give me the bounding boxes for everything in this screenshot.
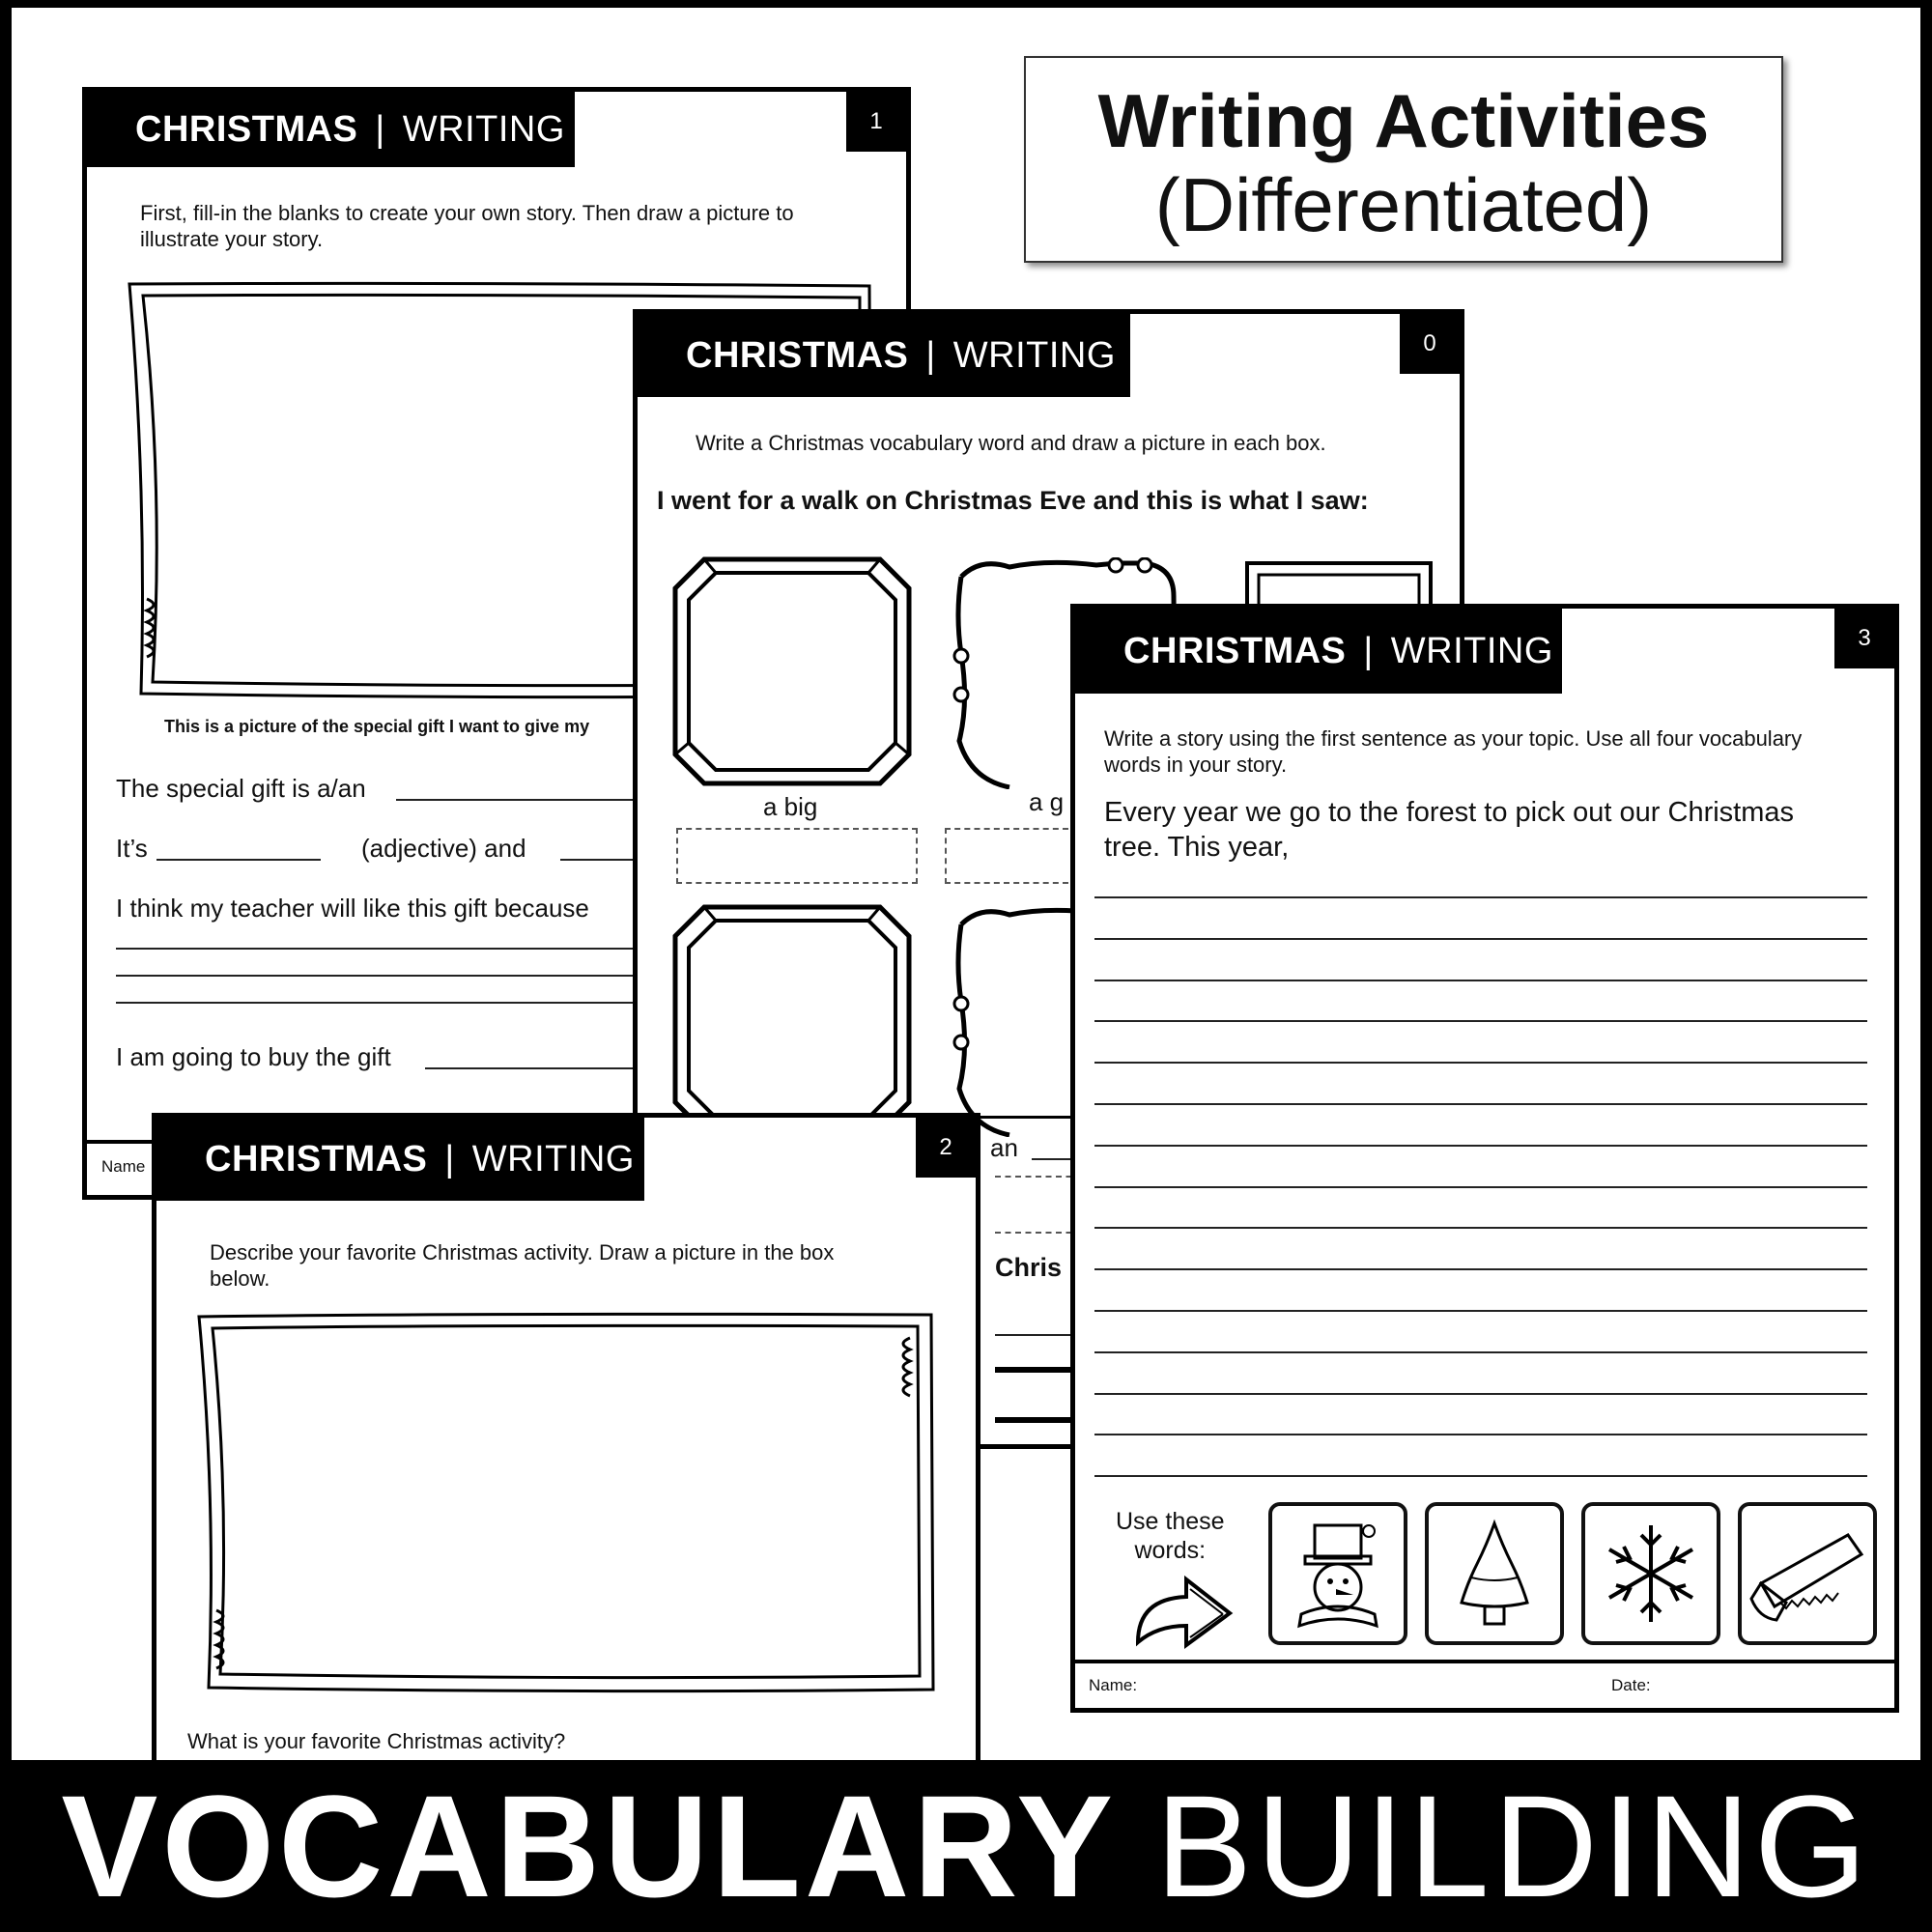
- question: What is your favorite Christmas activity?: [187, 1729, 566, 1753]
- writing-line: [1094, 1351, 1867, 1353]
- banner-bold-text: VOCABULARY: [61, 1764, 1118, 1927]
- dashed-line: [995, 1176, 1082, 1178]
- writing-line: [1094, 980, 1867, 981]
- question-buy: I am going to buy the gift: [116, 1042, 391, 1071]
- header-separator: |: [925, 334, 936, 376]
- footer-divider: [1075, 1660, 1899, 1663]
- writing-line: [1094, 1393, 1867, 1395]
- instructions: First, fill-in the blanks to create your own story. Then draw a picture to illustrate your story.: [140, 201, 794, 251]
- writing-line: [1094, 1062, 1867, 1064]
- dashed-line: [995, 1232, 1082, 1234]
- writing-line: [1094, 1268, 1867, 1270]
- answer-line: [116, 948, 715, 950]
- header-section: WRITING: [402, 108, 565, 150]
- drawing-frame: [195, 1311, 939, 1697]
- writing-line: [1094, 1310, 1867, 1312]
- octagon-frame: [671, 903, 913, 1135]
- header-section: WRITING: [1390, 630, 1553, 671]
- answer-line: [995, 1334, 1082, 1336]
- page-header: [87, 92, 575, 167]
- writing-line: [995, 1417, 1082, 1423]
- christmas-tree-icon: [1425, 1502, 1564, 1645]
- writing-line: [1094, 1434, 1867, 1435]
- writing-line: [1094, 1186, 1867, 1188]
- worksheet-page-2: [152, 1113, 980, 1808]
- name-label: Name:: [1089, 1676, 1138, 1694]
- writing-line: [1094, 1020, 1867, 1022]
- writing-line: [1094, 1475, 1867, 1477]
- frame-label: a g: [1029, 787, 1065, 816]
- title-line-1: Writing Activities: [1097, 78, 1710, 163]
- writing-line: [1094, 896, 1867, 898]
- arrow-icon: [1128, 1570, 1239, 1652]
- writing-line: [1094, 1227, 1867, 1229]
- title-box: [1024, 56, 1783, 263]
- frame-label: a big: [763, 792, 818, 821]
- page-header: [638, 314, 1130, 397]
- question-gift: The special gift is a/an: [116, 774, 366, 803]
- question-because: I think my teacher will like this gift because: [116, 894, 589, 923]
- writing-line: [1094, 938, 1867, 940]
- name-label: Name: [101, 1157, 146, 1176]
- header-brand: CHRISTMAS: [135, 108, 358, 150]
- header-separator: |: [1363, 630, 1374, 671]
- use-these-words-label: Use these words:: [1116, 1508, 1225, 1564]
- writing-line: [995, 1367, 1082, 1373]
- answer-line: [156, 859, 321, 861]
- frame-label: an: [990, 1133, 1018, 1162]
- instructions: Write a Christmas vocabulary word and draw a picture in each box.: [696, 431, 1326, 455]
- octagon-frame: [671, 555, 913, 787]
- drawing-caption: This is a picture of the special gift I want to give my: [164, 717, 590, 736]
- instructions: Describe your favorite Christmas activity. Draw a picture in the box below.: [210, 1240, 835, 1291]
- partial-word: Chris: [995, 1253, 1063, 1282]
- header-section: WRITING: [952, 334, 1116, 376]
- header-brand: CHRISTMAS: [1123, 630, 1347, 671]
- vocab-answer-box: [676, 828, 918, 884]
- writing-prompt: I went for a walk on Christmas Eve and this is what I saw:: [657, 486, 1369, 515]
- header-brand: CHRISTMAS: [686, 334, 909, 376]
- answer-line: [116, 1002, 715, 1004]
- question-its: It’s: [116, 834, 148, 863]
- page-number: 3: [1834, 609, 1894, 668]
- instructions: Write a story using the first sentence as your topic. Use all four vocabulary words in your story.: [1104, 726, 1803, 777]
- bottom-banner: [0, 1760, 1932, 1932]
- date-label: Date:: [1611, 1676, 1651, 1694]
- page-number: 0: [1400, 314, 1460, 374]
- page-number: 2: [916, 1118, 976, 1178]
- story-starter: Every year we go to the forest to pick out our Christmas tree. This year,: [1104, 797, 1795, 863]
- snowman-icon: [1268, 1502, 1407, 1645]
- snowflake-icon: [1581, 1502, 1720, 1645]
- header-brand: CHRISTMAS: [205, 1138, 428, 1179]
- question-adjective: (adjective) and: [361, 834, 526, 863]
- header-separator: |: [444, 1138, 455, 1179]
- answer-line: [116, 975, 715, 977]
- page-header: [1075, 609, 1562, 694]
- writing-line: [1094, 1145, 1867, 1147]
- page-number: 1: [846, 92, 906, 152]
- banner-light-text: BUILDING: [1155, 1764, 1871, 1927]
- writing-line: [1094, 1103, 1867, 1105]
- title-line-2: (Differentiated): [1154, 162, 1653, 247]
- header-section: WRITING: [471, 1138, 635, 1179]
- saw-icon: [1738, 1502, 1877, 1645]
- worksheet-page-3: [1070, 604, 1899, 1713]
- header-separator: |: [375, 108, 385, 150]
- page-header: [156, 1118, 644, 1201]
